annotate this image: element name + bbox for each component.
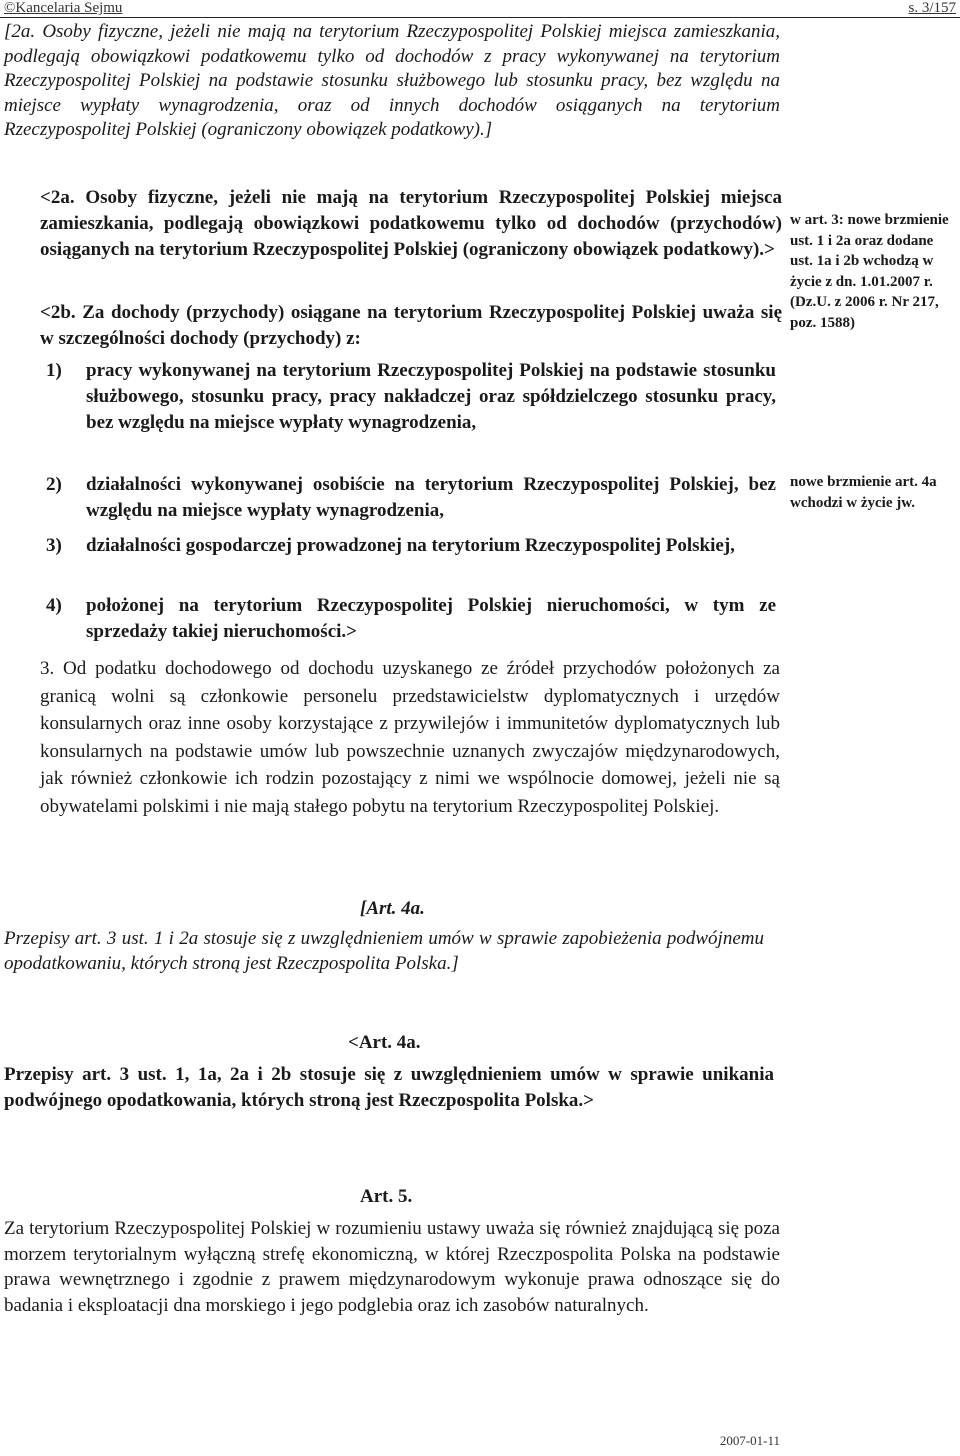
list-item-2: [46, 472, 776, 524]
list-item-number: 2): [46, 474, 62, 495]
footer-date: 2007-01-11: [719, 1433, 780, 1448]
list-item-1: [46, 358, 776, 436]
list-item-text: położonej na terytorium Rzeczypospolitej Polskiej nieruchomości, w tym ze sprzedaży takiej nieruchomości.>: [86, 595, 776, 642]
article-4a-old-title: [Art. 4a.: [360, 898, 425, 919]
header-divider: [0, 17, 960, 18]
list-item-number: 1): [46, 360, 62, 381]
list-item-text: pracy wykonywanej na terytorium Rzeczypospolitej Polskiej na podstawie stosunku służbowego, stosunku pracy, pracy nakładczej oraz spółdzielczego stosunku pracy, bez względu na miejsce wypłaty wynagrodzenia,: [86, 360, 776, 433]
paragraph-2a-old: [2a. Osoby fizyczne, jeżeli nie mają na terytorium Rzeczypospolitej Polskiej miejsca zamieszkania, podlegają obowiązkowi podatkowemu tylko od dochodów z pracy wykonywanej na terytorium Rzeczypospolitej Polskiej na podstawie stosunku służbowego lub stosunku pracy, bez względu na miejsce wypłaty wynagrodzenia, oraz od innych dochodów osiąganych na terytorium Rzeczypospolitej Polskiej (ograniczony obowiązek podatkowy).]: [4, 21, 780, 140]
article-4a-new-body: Przepisy art. 3 ust. 1, 1a, 2a i 2b stosuje się z uwzględnieniem umów w sprawie unikania podwójnego opodatkowania, których stroną jest Rzeczpospolita Polska.>: [4, 1064, 774, 1111]
page-number: s. 3/157: [908, 0, 956, 16]
margin-note-art4a: nowe brzmienie art. 4a wchodzi w życie jw.: [790, 474, 937, 511]
list-item-text: działalności wykonywanej osobiście na terytorium Rzeczypospolitej Polskiej, bez względu na miejsce wypłaty wynagrodzenia,: [86, 474, 776, 521]
paragraph-2a-new: <2a. Osoby fizyczne, jeżeli nie mają na terytorium Rzeczypospolitej Polskiej miejsca zamieszkania, podlegają obowiązkowi podatkowemu tylko od dochodów (przychodów) osiąganych na terytorium Rzeczypospolitej Polskiej (ograniczony obowiązek podatkowy).>: [40, 187, 782, 260]
article-5-title: Art. 5.: [360, 1186, 413, 1207]
publisher-link[interactable]: ©Kancelaria Sejmu: [4, 0, 123, 16]
article-4a-old-body: Przepisy art. 3 ust. 1 i 2a stosuje się z uwzględnieniem umów w sprawie zapobieżenia podwójnemu opodatkowaniu, których stroną jest Rzeczpospolita Polska.]: [4, 928, 764, 974]
article-4a-new-title: <Art. 4a.: [348, 1032, 421, 1053]
list-item-number: 3): [46, 535, 62, 556]
list-item-number: 4): [46, 595, 62, 616]
list-item-text: działalności gospodarczej prowadzonej na terytorium Rzeczypospolitej Polskiej,: [86, 535, 735, 556]
paragraph-2b: <2b. Za dochody (przychody) osiągane na terytorium Rzeczypospolitej Polskiej uważa się w szczególności dochody (przychody) z:: [40, 302, 782, 349]
article-5-body: Za terytorium Rzeczypospolitej Polskiej w rozumieniu ustawy uważa się również znajdującą się poza morzem terytorialnym wyłączną strefę ekonomiczną, w której Rzeczpospolita Polska na podstawie prawa wewnętrznego i zgodnie z prawem międzynarodowym wykonuje prawa odnoszące się do badania i eksploatacji dna morskiego i jego podglebia oraz ich zasobów naturalnych.: [4, 1218, 780, 1316]
list-item-3: [46, 533, 776, 559]
page-header: [0, 0, 960, 20]
list-item-4: [46, 593, 776, 645]
paragraph-3: 3. Od podatku dochodowego od dochodu uzyskanego ze źródeł przychodów położonych za granicą wolni są członkowie personelu przedstawicielstw dyplomatycznych i urzędów konsularnych oraz inne osoby korzystające z przywilejów i immunitetów dyplomatycznych lub konsularnych na podstawie umów lub powszechnie uznanych zwyczajów międzynarodowych, jak również członkowie ich rodzin pozostający z nimi we wspólnocie domowej, jeżeli nie są obywatelami polskimi i nie mają stałego pobytu na terytorium Rzeczypospolitej Polskiej.: [40, 658, 780, 817]
margin-note-art3: w art. 3: nowe brzmienie ust. 1 i 2a oraz dodane ust. 1a i 2b wchodzą w życie z dn. 1.01.2007 r. (Dz.U. z 2006 r. Nr 217, poz. 1588): [790, 212, 949, 331]
